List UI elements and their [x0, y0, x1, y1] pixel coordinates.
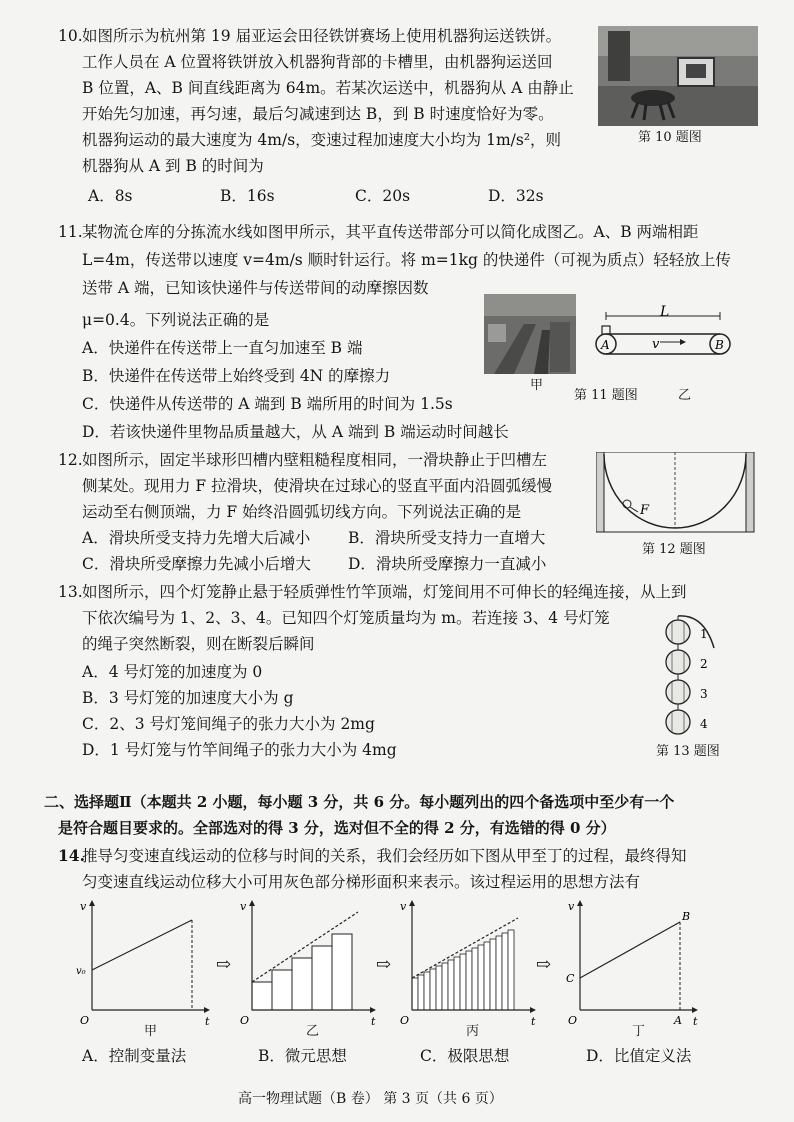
q14-line-1: 推导匀变速直线运动的位移与时间的关系，我们会经历如下图从甲至丁的过程，最终得知 — [82, 847, 687, 865]
robot-dog-photo — [598, 26, 758, 126]
graph-jia-label: 甲 — [144, 1024, 158, 1039]
graph-bing-v-axis: v — [400, 900, 407, 913]
lantern-label-1: 1 — [700, 627, 708, 641]
graph-jia — [72, 898, 212, 1028]
belt-velocity-label: v — [652, 337, 660, 352]
q11-line-2: L=4m，传送带以速度 v=4m/s 顺时针运行。将 m=1kg 的快递件（可视为质点）轻轻放上传 — [82, 251, 731, 269]
page-footer: 高一物理试题（B 卷） 第 3 页（共 6 页） — [238, 1091, 503, 1107]
q14-number: 14. — [58, 846, 85, 865]
graph-ding-label: 丁 — [632, 1024, 646, 1039]
belt-length-label: L — [660, 304, 670, 320]
q11-line-1: 某物流仓库的分拣流水线如图甲所示，其平直传送带部分可以简化成图乙。A、B 两端相距 — [82, 223, 699, 241]
sorting-line-photo — [484, 294, 576, 374]
q12-option-c[interactable]: C．滑块所受摩擦力先减小后增大 — [82, 555, 311, 573]
graph-yi-v-axis: v — [240, 900, 247, 913]
q13-number: 13. — [58, 583, 83, 601]
graph-ding-point-b: B — [682, 910, 691, 923]
q10-option-b[interactable]: B．16s — [220, 187, 275, 205]
q13-line-3: 的绳子突然断裂，则在断裂后瞬间 — [82, 635, 315, 653]
q12-line-2: 侧某处。现用力 F 拉滑块，使滑块在过球心的竖直平面内沿圆弧缓慢 — [82, 477, 553, 495]
q11-option-b[interactable]: B．快递件在传送带上始终受到 4N 的摩擦力 — [82, 367, 391, 385]
graph-ding-t-axis: t — [693, 1015, 698, 1028]
graph-bing-origin: O — [400, 1014, 410, 1027]
q10-line-6: 机器狗从 A 到 B 的时间为 — [82, 157, 264, 175]
force-label: F — [640, 503, 650, 518]
q13-option-b[interactable]: B．3 号灯笼的加速度大小为 g — [82, 689, 294, 707]
q11-line-4: μ=0.4。下列说法正确的是 — [82, 311, 270, 329]
q10-line-1: 如图所示为杭州第 19 届亚运会田径铁饼赛场上使用机器狗运送铁饼。 — [82, 27, 562, 45]
lantern-label-4: 4 — [700, 717, 708, 731]
graph-yi-label: 乙 — [306, 1024, 320, 1039]
arrow-2: ⇨ — [376, 954, 392, 975]
graph-ding-point-a: A — [674, 1014, 682, 1027]
q13-option-d[interactable]: D．1 号灯笼与竹竿间绳子的张力大小为 4mg — [82, 741, 397, 759]
graph-yi — [238, 898, 378, 1028]
arrow-1: ⇨ — [216, 954, 232, 975]
q10-line-3: B 位置，A、B 间直线距离为 64m。若某次运送中，机器狗从 A 由静止 — [82, 79, 574, 97]
q10-line-5: 机器狗运动的最大速度为 4m/s，变速过程加速度大小均为 1m/s²，则 — [82, 131, 562, 149]
q13-option-c[interactable]: C．2、3 号灯笼间绳子的张力大小为 2mg — [82, 715, 375, 733]
belt-end-a-label: A — [601, 338, 610, 352]
graph-ding-origin: O — [568, 1014, 578, 1027]
q11-option-d[interactable]: D．若该快递件里物品质量越大，从 A 端到 B 端运动时间越长 — [82, 423, 509, 441]
q12-caption: 第 12 题图 — [642, 542, 706, 557]
q11-fig-jia-label: 甲 — [530, 378, 544, 393]
section-2-heading: 二、选择题Ⅱ（本题共 2 小题，每小题 3 分，共 6 分。每小题列出的四个备选项中至少有一个 — [44, 793, 675, 811]
q13-line-1: 如图所示，四个灯笼静止悬于轻质弹性竹竿顶端，灯笼间用不可伸长的轻绳连接，从上到 — [82, 583, 687, 601]
graph-yi-origin: O — [240, 1014, 250, 1027]
q14-option-b[interactable]: B．微元思想 — [258, 1047, 347, 1065]
hemispherical-groove-diagram — [596, 452, 766, 536]
graph-jia-v-axis: v — [80, 900, 87, 913]
graph-bing-t-axis: t — [531, 1015, 536, 1028]
q11-option-c[interactable]: C．快递件从传送带的 A 端到 B 端所用的时间为 1.5s — [82, 395, 453, 413]
q14-option-c[interactable]: C．极限思想 — [420, 1047, 510, 1065]
lantern-label-2: 2 — [700, 657, 708, 671]
q12-number: 12. — [58, 451, 83, 469]
graph-ding-v-axis: v — [568, 900, 575, 913]
q12-line-3: 运动至右侧顶端，力 F 始终沿圆弧切线方向。下列说法正确的是 — [82, 503, 522, 521]
graph-bing — [398, 898, 538, 1028]
graph-yi-t-axis: t — [371, 1015, 376, 1028]
q14-line-2: 匀变速直线运动位移大小可用灰色部分梯形面积来表示。该过程运用的思想方法有 — [82, 873, 641, 891]
arrow-3: ⇨ — [536, 954, 552, 975]
graph-ding-intercept: C — [566, 972, 575, 985]
q14-option-a[interactable]: A．控制变量法 — [82, 1047, 187, 1065]
graph-jia-intercept: v₀ — [76, 966, 86, 977]
q11-fig-yi-label: 乙 — [678, 388, 692, 403]
q12-option-a[interactable]: A．滑块所受支持力先增大后减小 — [82, 529, 311, 547]
q12-line-1: 如图所示，固定半球形凹槽内壁粗糙程度相同，一滑块静止于凹槽左 — [82, 451, 548, 469]
belt-end-b-label: B — [715, 338, 724, 352]
q13-line-2: 下依次编号为 1、2、3、4。已知四个灯笼质量均为 m。若连接 3、4 号灯笼 — [82, 609, 610, 627]
q11-option-a[interactable]: A．快递件在传送带上一直匀加速至 B 端 — [82, 339, 363, 357]
section-2-scoring: 是符合题目要求的。全部选对的得 3 分，选对但不全的得 2 分，有选错的得 0 分） — [58, 819, 616, 837]
q11-line-3: 送带 A 端，已知该快递件与传送带间的动摩擦因数 — [82, 279, 429, 297]
graph-ding — [560, 898, 700, 1028]
graph-jia-origin: O — [80, 1014, 90, 1027]
q12-option-b[interactable]: B．滑块所受支持力一直增大 — [348, 529, 546, 547]
q10-option-c[interactable]: C．20s — [355, 187, 411, 205]
q14-option-d[interactable]: D．比值定义法 — [586, 1047, 692, 1065]
q10-number: 10. — [58, 27, 83, 45]
q10-caption: 第 10 题图 — [638, 130, 702, 145]
lanterns-diagram — [656, 612, 736, 742]
graph-jia-t-axis: t — [205, 1015, 210, 1028]
q13-caption: 第 13 题图 — [656, 744, 720, 759]
q10-line-4: 开始先匀加速，再匀速，最后匀减速到达 B，到 B 时速度恰好为零。 — [82, 105, 554, 123]
q10-option-d[interactable]: D．32s — [488, 187, 544, 205]
lantern-label-3: 3 — [700, 687, 708, 701]
q11-caption: 第 11 题图 — [574, 388, 638, 403]
q10-line-2: 工作人员在 A 位置将铁饼放入机器狗背部的卡槽里，由机器狗运送回 — [82, 53, 553, 71]
q13-option-a[interactable]: A．4 号灯笼的加速度为 0 — [82, 663, 263, 681]
q10-option-a[interactable]: A．8s — [88, 187, 133, 205]
conveyor-belt-diagram — [592, 302, 742, 362]
graph-bing-label: 丙 — [466, 1024, 480, 1039]
q12-option-d[interactable]: D．滑块所受摩擦力一直减小 — [348, 555, 547, 573]
q11-number: 11. — [58, 223, 83, 241]
